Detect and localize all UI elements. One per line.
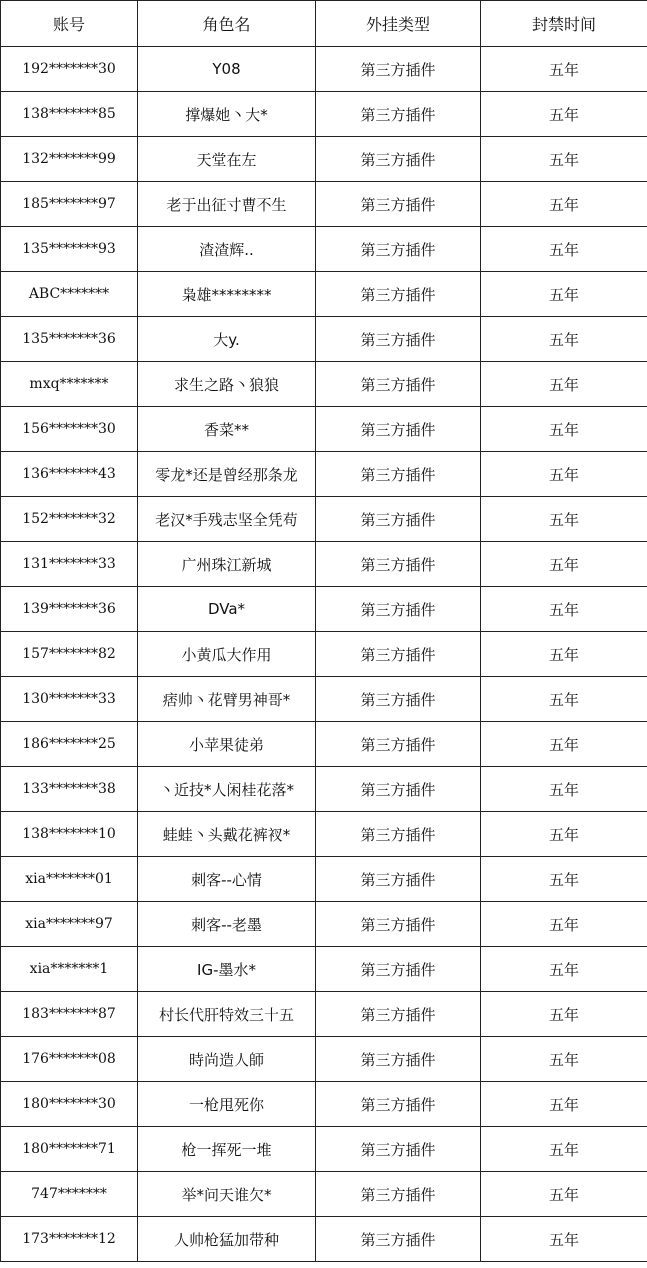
cell-account: 157*******82	[1, 632, 138, 677]
cell-cheat-type: 第三方插件	[316, 452, 481, 497]
cell-ban-time: 五年	[481, 1217, 647, 1262]
cell-ban-time: 五年	[481, 1172, 647, 1217]
cell-cheat-type: 第三方插件	[316, 587, 481, 632]
cell-account: xia*******01	[1, 857, 138, 902]
cell-account: 176*******08	[1, 1037, 138, 1082]
table-row	[1, 857, 647, 902]
table-row	[1, 542, 647, 587]
cell-ban-time: 五年	[481, 317, 647, 362]
cell-ban-time: 五年	[481, 182, 647, 227]
cell-ban-time: 五年	[481, 947, 647, 992]
cell-ban-time: 五年	[481, 407, 647, 452]
cell-cheat-type: 第三方插件	[316, 902, 481, 947]
cell-role-name: 撑爆她丶大*	[138, 92, 316, 137]
table-row	[1, 92, 647, 137]
table-row	[1, 767, 647, 812]
cell-role-name: 香菜**	[138, 407, 316, 452]
cell-cheat-type: 第三方插件	[316, 632, 481, 677]
cell-cheat-type: 第三方插件	[316, 497, 481, 542]
column-header-role-name: 角色名	[138, 1, 316, 47]
cell-role-name: 求生之路丶狼狼	[138, 362, 316, 407]
table-row	[1, 1082, 647, 1127]
cell-cheat-type: 第三方插件	[316, 317, 481, 362]
table-row	[1, 1217, 647, 1262]
cell-role-name: 一枪甩死你	[138, 1082, 316, 1127]
cell-account: 180*******30	[1, 1082, 138, 1127]
cell-account: 132*******99	[1, 137, 138, 182]
cell-ban-time: 五年	[481, 677, 647, 722]
cell-ban-time: 五年	[481, 992, 647, 1037]
cell-cheat-type: 第三方插件	[316, 722, 481, 767]
cell-cheat-type: 第三方插件	[316, 362, 481, 407]
cell-account: 133*******38	[1, 767, 138, 812]
cell-ban-time: 五年	[481, 1037, 647, 1082]
cell-cheat-type: 第三方插件	[316, 677, 481, 722]
table-row	[1, 182, 647, 227]
table-row	[1, 947, 647, 992]
cell-ban-time: 五年	[481, 362, 647, 407]
table-row	[1, 632, 647, 677]
cell-ban-time: 五年	[481, 767, 647, 812]
table-row	[1, 317, 647, 362]
cell-cheat-type: 第三方插件	[316, 137, 481, 182]
cell-cheat-type: 第三方插件	[316, 542, 481, 587]
cell-account: 135*******93	[1, 227, 138, 272]
cell-role-name: IG-墨水*	[138, 947, 316, 992]
table-row	[1, 677, 647, 722]
table-row	[1, 497, 647, 542]
cell-role-name: 零龙*还是曾经那条龙	[138, 452, 316, 497]
cell-account: 138*******10	[1, 812, 138, 857]
table-row	[1, 362, 647, 407]
cell-account: 139*******36	[1, 587, 138, 632]
cell-role-name: 村长代肝特效三十五	[138, 992, 316, 1037]
cell-ban-time: 五年	[481, 857, 647, 902]
cell-ban-time: 五年	[481, 92, 647, 137]
cell-ban-time: 五年	[481, 722, 647, 767]
table-row	[1, 407, 647, 452]
cell-ban-time: 五年	[481, 587, 647, 632]
cell-cheat-type: 第三方插件	[316, 272, 481, 317]
table-row	[1, 452, 647, 497]
cell-role-name: 老汉*手残志坚全凭苟	[138, 497, 316, 542]
cell-cheat-type: 第三方插件	[316, 182, 481, 227]
cell-role-name: 刺客--老墨	[138, 902, 316, 947]
cell-account: xia*******1	[1, 947, 138, 992]
cell-account: 131*******33	[1, 542, 138, 587]
cell-account: 130*******33	[1, 677, 138, 722]
cell-ban-time: 五年	[481, 1127, 647, 1172]
cell-ban-time: 五年	[481, 227, 647, 272]
cell-ban-time: 五年	[481, 902, 647, 947]
cell-role-name: 丶近技*人闲桂花落*	[138, 767, 316, 812]
cell-role-name: 渣渣辉..	[138, 227, 316, 272]
cell-account: mxq*******	[1, 362, 138, 407]
cell-account: 180*******71	[1, 1127, 138, 1172]
table-row	[1, 587, 647, 632]
cell-role-name: Y08	[138, 47, 316, 92]
column-header-account: 账号	[1, 1, 138, 47]
table-row	[1, 722, 647, 767]
cell-ban-time: 五年	[481, 137, 647, 182]
cell-role-name: 举*问天谁欠*	[138, 1172, 316, 1217]
cell-cheat-type: 第三方插件	[316, 92, 481, 137]
cell-role-name: 小黄瓜大作用	[138, 632, 316, 677]
cell-cheat-type: 第三方插件	[316, 812, 481, 857]
cell-cheat-type: 第三方插件	[316, 1127, 481, 1172]
cell-cheat-type: 第三方插件	[316, 857, 481, 902]
cell-role-name: 老于出征寸曹不生	[138, 182, 316, 227]
table-row	[1, 137, 647, 182]
cell-cheat-type: 第三方插件	[316, 1172, 481, 1217]
table-row	[1, 47, 647, 92]
cell-account: 136*******43	[1, 452, 138, 497]
table-row	[1, 992, 647, 1037]
table-row	[1, 1172, 647, 1217]
table-row	[1, 272, 647, 317]
cell-ban-time: 五年	[481, 812, 647, 857]
cell-account: ABC*******	[1, 272, 138, 317]
header-row	[1, 1, 647, 47]
cell-role-name: 痞帅丶花臂男神哥*	[138, 677, 316, 722]
cell-account: 173*******12	[1, 1217, 138, 1262]
cell-account: xia*******97	[1, 902, 138, 947]
cell-ban-time: 五年	[481, 47, 647, 92]
cell-account: 156*******30	[1, 407, 138, 452]
cell-account: 152*******32	[1, 497, 138, 542]
cell-role-name: 刺客--心情	[138, 857, 316, 902]
cell-ban-time: 五年	[481, 1082, 647, 1127]
cell-cheat-type: 第三方插件	[316, 227, 481, 272]
cell-role-name: DVa*	[138, 587, 316, 632]
cell-account: 192*******30	[1, 47, 138, 92]
cell-account: 185*******97	[1, 182, 138, 227]
cell-ban-time: 五年	[481, 542, 647, 587]
cell-role-name: 時尚造人師	[138, 1037, 316, 1082]
cell-cheat-type: 第三方插件	[316, 767, 481, 812]
cell-ban-time: 五年	[481, 497, 647, 542]
cell-cheat-type: 第三方插件	[316, 1037, 481, 1082]
cell-cheat-type: 第三方插件	[316, 992, 481, 1037]
table-body	[1, 47, 647, 1262]
table-header	[1, 1, 647, 47]
cell-ban-time: 五年	[481, 632, 647, 677]
cell-account: 747*******	[1, 1172, 138, 1217]
cell-cheat-type: 第三方插件	[316, 947, 481, 992]
cell-role-name: 人帅枪猛加带种	[138, 1217, 316, 1262]
cell-cheat-type: 第三方插件	[316, 407, 481, 452]
table-row	[1, 227, 647, 272]
cell-cheat-type: 第三方插件	[316, 47, 481, 92]
cell-account: 138*******85	[1, 92, 138, 137]
cell-cheat-type: 第三方插件	[316, 1217, 481, 1262]
cell-role-name: 大y.	[138, 317, 316, 362]
cell-role-name: 枭雄********	[138, 272, 316, 317]
table-row	[1, 902, 647, 947]
table-row	[1, 812, 647, 857]
column-header-ban-time: 封禁时间	[481, 1, 647, 47]
cell-account: 183*******87	[1, 992, 138, 1037]
table-row	[1, 1127, 647, 1172]
cell-cheat-type: 第三方插件	[316, 1082, 481, 1127]
cell-account: 135*******36	[1, 317, 138, 362]
cell-ban-time: 五年	[481, 452, 647, 497]
cell-ban-time: 五年	[481, 272, 647, 317]
cell-role-name: 枪一挥死一堆	[138, 1127, 316, 1172]
table-row	[1, 1037, 647, 1082]
column-header-cheat-type: 外挂类型	[316, 1, 481, 47]
cell-role-name: 天堂在左	[138, 137, 316, 182]
cell-account: 186*******25	[1, 722, 138, 767]
cell-role-name: 蛙蛙丶头戴花裤衩*	[138, 812, 316, 857]
cell-role-name: 广州珠江新城	[138, 542, 316, 587]
cell-role-name: 小苹果徒弟	[138, 722, 316, 767]
